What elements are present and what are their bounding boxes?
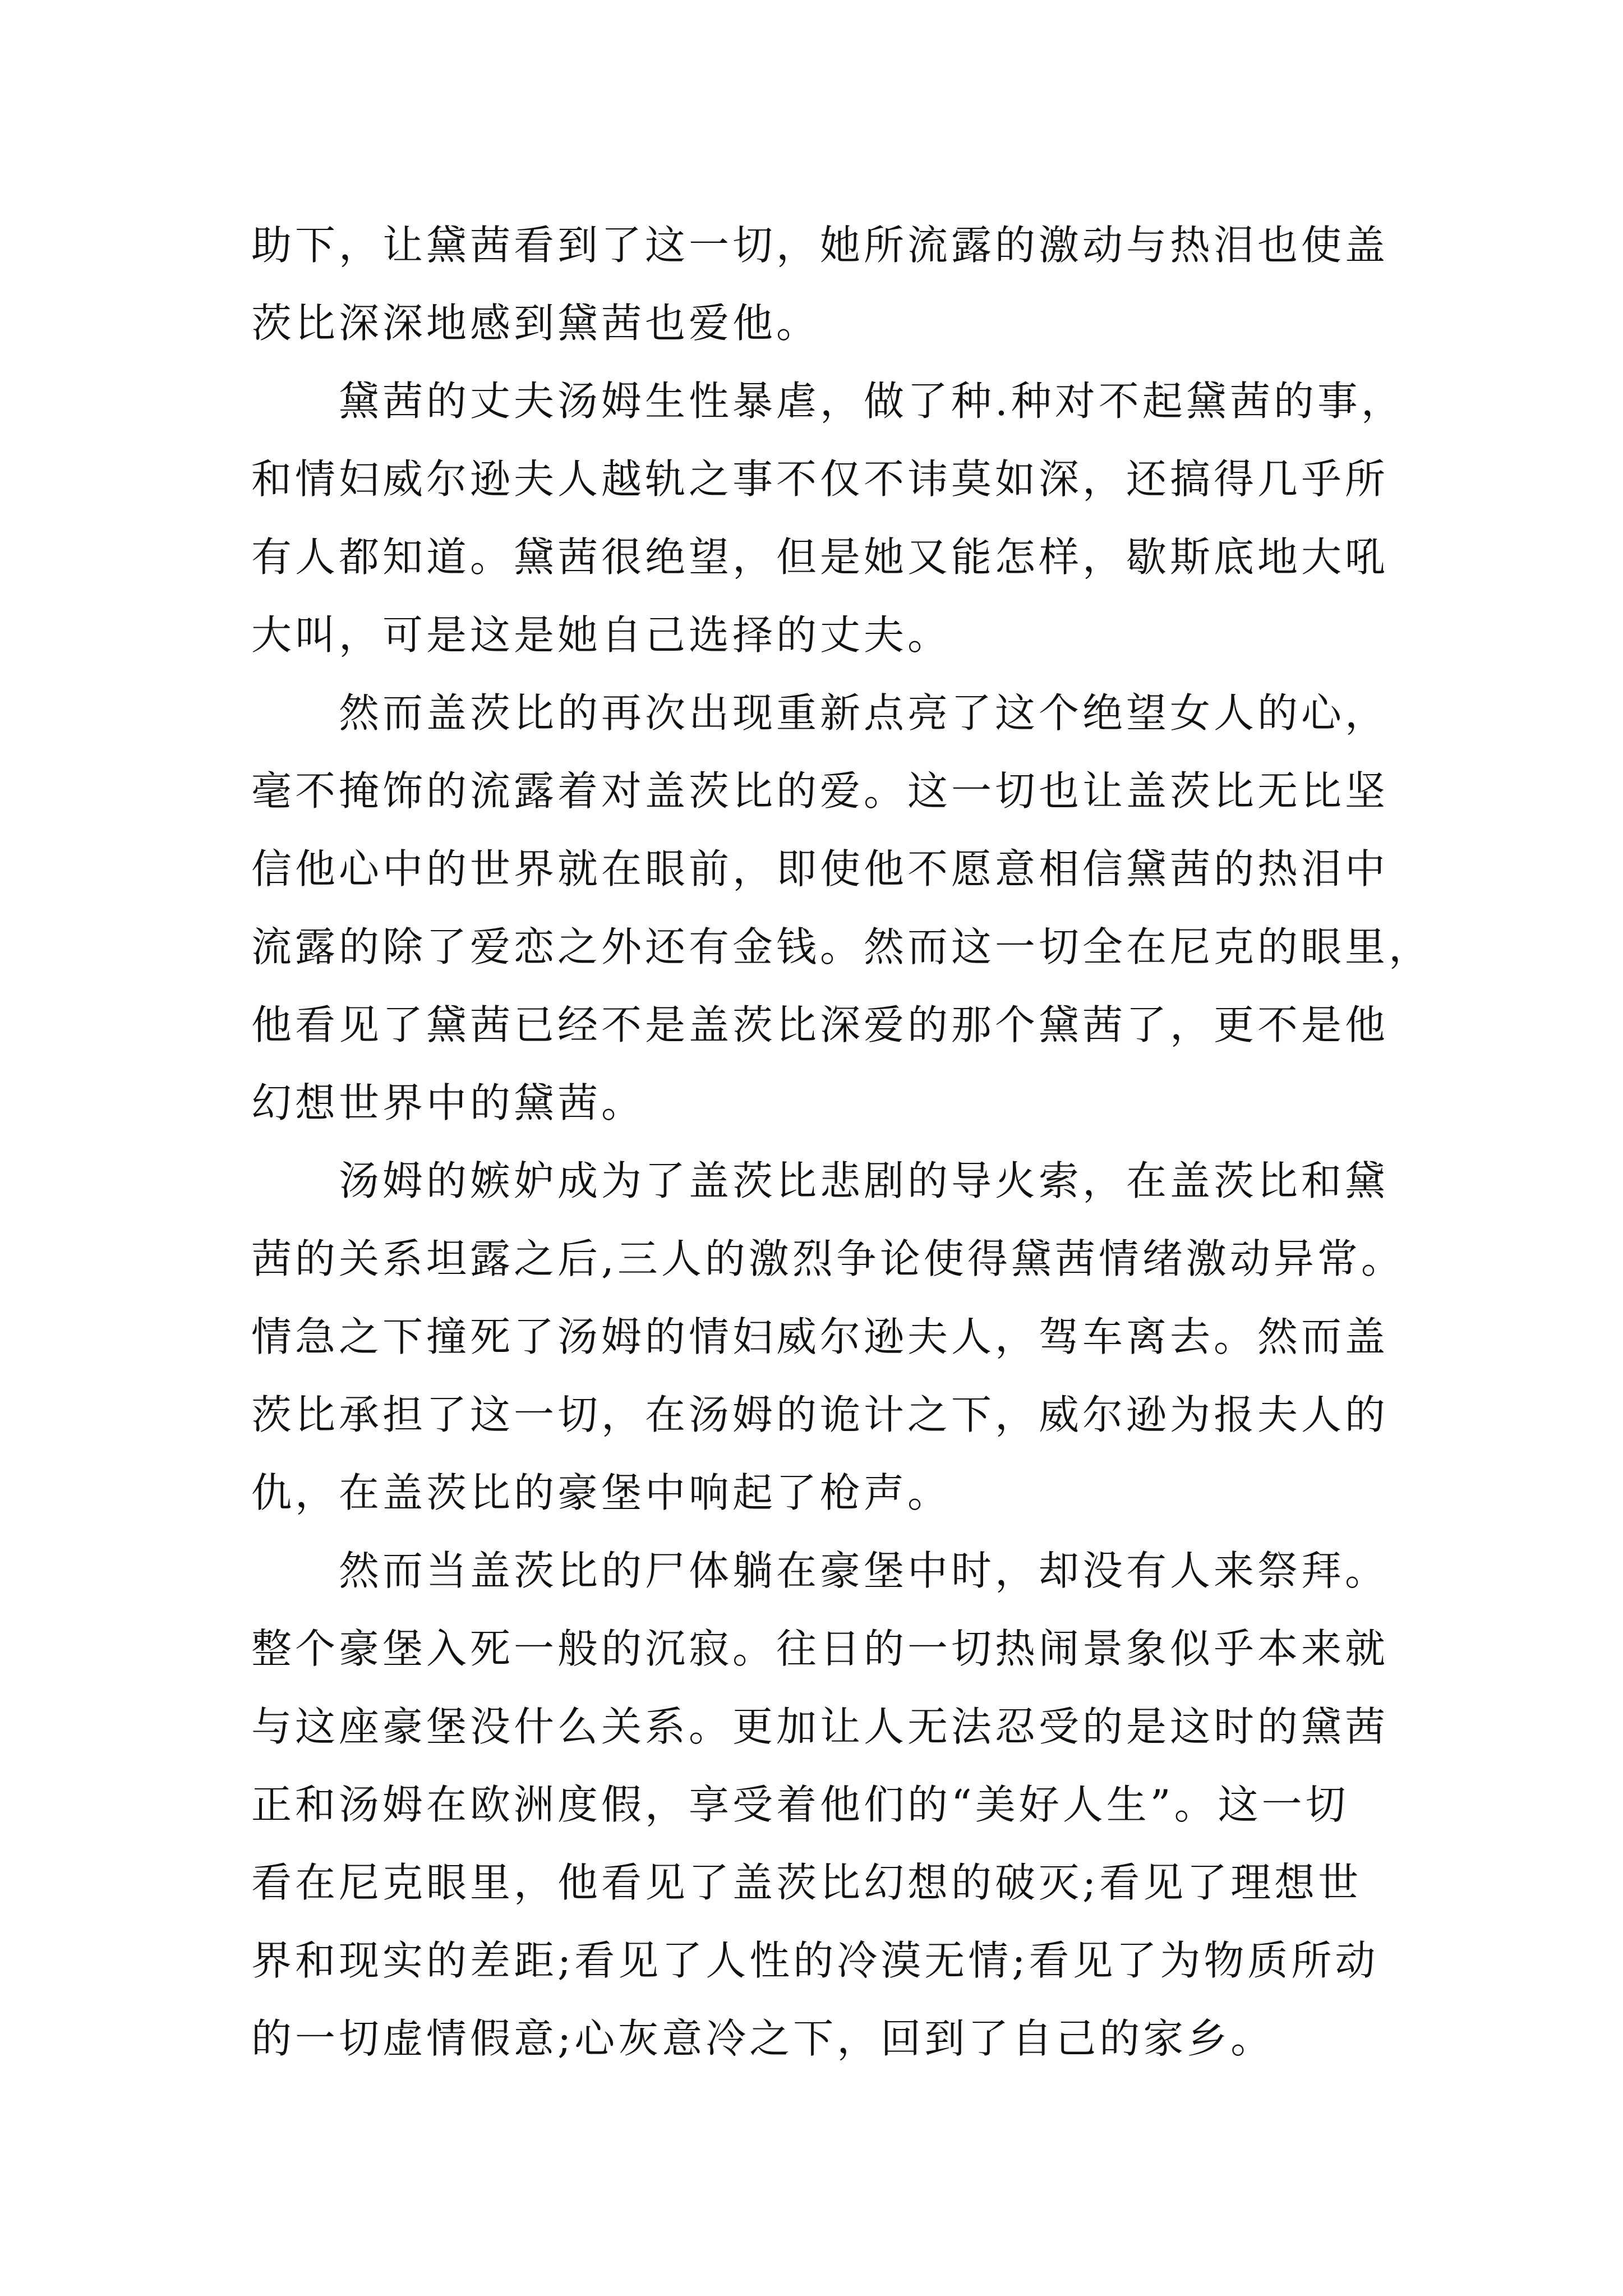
text-line: 和情妇威尔逊夫人越轨之事不仅不讳莫如深，还搞得几乎所 <box>251 455 1389 503</box>
paragraph-3 <box>251 674 1433 1142</box>
paragraph-2 <box>251 362 1405 674</box>
text-line: 的一切虚情假意;心灰意冷之下，回到了自己的家乡。 <box>251 2015 1275 2062</box>
text-line: 他看见了黛茜已经不是盖茨比深爱的那个黛茜了，更不是他 <box>251 1001 1389 1048</box>
text-line: 仇，在盖茨比的豪堡中响起了枪声。 <box>251 1469 952 1516</box>
body-text <box>251 206 1433 2078</box>
text-line: 茨比深深地感到黛茜也爱他。 <box>251 300 820 347</box>
paragraph-5 <box>251 1532 1390 2078</box>
text-line: 毫不掩饰的流露着对盖茨比的爱。这一切也让盖茨比无比坚 <box>251 767 1389 815</box>
text-line: 助下，让黛茜看到了这一切，她所流露的激动与热泪也使盖 <box>251 222 1389 269</box>
paragraph-4 <box>251 1142 1405 1532</box>
text-line: 茨比承担了这一切，在汤姆的诡计之下，威尔逊为报夫人的 <box>251 1391 1389 1438</box>
text-line: 幻想世界中的黛茜。 <box>251 1079 645 1126</box>
paragraph-1 <box>251 206 1390 362</box>
text-line: 看在尼克眼里，他看见了盖茨比幻想的破灭;看见了理想世 <box>251 1859 1362 1906</box>
text-line: 情急之下撞死了汤姆的情妇威尔逊夫人，驾车离去。然而盖 <box>251 1313 1389 1360</box>
text-line: 与这座豪堡没什么关系。更加让人无法忍受的是这时的黛茜 <box>251 1703 1389 1750</box>
text-line: 信他心中的世界就在眼前，即使他不愿意相信黛茜的热泪中 <box>251 845 1389 892</box>
text-line: 然而当盖茨比的尸体躺在豪堡中时，却没有人来祭拜。 <box>339 1547 1389 1594</box>
text-line: 界和现实的差距;看见了人性的冷漠无情;看见了为物质所动 <box>251 1937 1379 1984</box>
text-line: 流露的除了爱恋之外还有金钱。然而这一切全在尼克的眼里， <box>251 923 1433 970</box>
text-line: 然而盖茨比的再次出现重新点亮了这个绝望女人的心， <box>339 689 1389 737</box>
text-line: 正和汤姆在欧洲度假，享受着他们的“美好人生”。这一切 <box>251 1781 1349 1828</box>
text-line: 整个豪堡入死一般的沉寂。往日的一切热闹景象似乎本来就 <box>251 1625 1389 1672</box>
text-line: 有人都知道。黛茜很绝望，但是她又能怎样，歇斯底地大吼 <box>251 533 1389 581</box>
text-line: 茜的关系坦露之后,三人的激烈争论使得黛茜情绪激动异常。 <box>251 1235 1405 1282</box>
text-line: 大叫，可是这是她自己选择的丈夫。 <box>251 611 952 659</box>
text-line: 黛茜的丈夫汤姆生性暴虐，做了种.种对不起黛茜的事， <box>339 378 1405 425</box>
text-line: 汤姆的嫉妒成为了盖茨比悲剧的导火索，在盖茨比和黛 <box>339 1157 1389 1204</box>
